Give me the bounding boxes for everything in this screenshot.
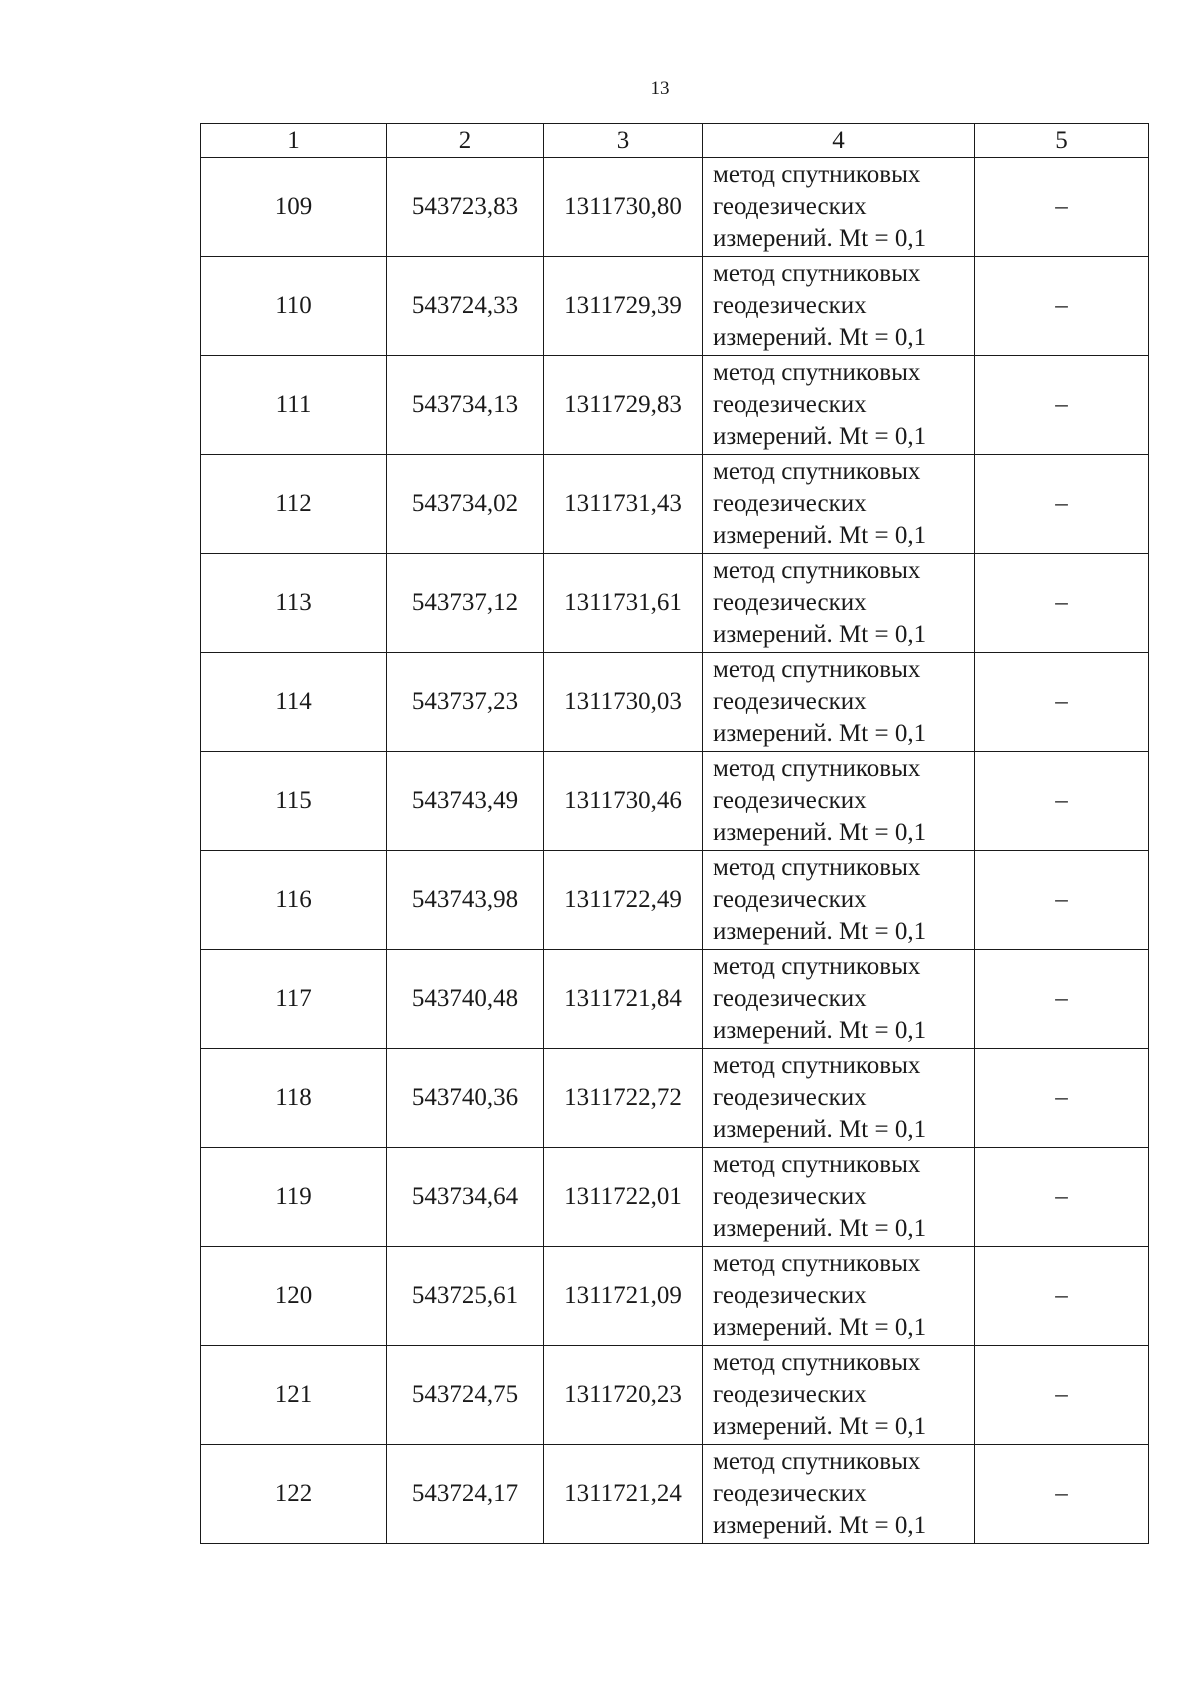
- x-coordinate-cell: 543737,12: [387, 554, 544, 653]
- method-text-line: геодезических: [713, 1183, 867, 1210]
- method-text-line: метод спутниковых: [713, 1250, 921, 1277]
- method-cell: [703, 851, 975, 950]
- point-number-cell: 110: [201, 257, 387, 356]
- method-text-line: измерений. Mt = 0,1: [713, 1314, 927, 1341]
- table-row: [201, 257, 1149, 356]
- method-cell: [703, 950, 975, 1049]
- method-cell: [703, 1445, 975, 1544]
- note-cell: –: [975, 1346, 1149, 1445]
- note-cell: –: [975, 1247, 1149, 1346]
- method-text-line: измерений. Mt = 0,1: [713, 324, 927, 351]
- method-text-line: геодезических: [713, 1084, 867, 1111]
- y-coordinate-cell: 1311730,80: [544, 158, 703, 257]
- method-text-line: метод спутниковых: [713, 1349, 921, 1376]
- x-coordinate-cell: 543740,36: [387, 1049, 544, 1148]
- point-number-cell: 116: [201, 851, 387, 950]
- method-text-line: измерений. Mt = 0,1: [713, 621, 927, 648]
- x-coordinate-cell: 543724,17: [387, 1445, 544, 1544]
- method-text-line: метод спутниковых: [713, 260, 921, 287]
- x-coordinate-cell: 543734,64: [387, 1148, 544, 1247]
- method-cell: [703, 1049, 975, 1148]
- table-row: [201, 1148, 1149, 1247]
- x-coordinate-cell: 543724,33: [387, 257, 544, 356]
- page-number: 13: [650, 78, 670, 99]
- method-text-line: геодезических: [713, 688, 867, 715]
- y-coordinate-cell: 1311729,83: [544, 356, 703, 455]
- method-text-line: измерений. Mt = 0,1: [713, 720, 927, 747]
- note-cell: –: [975, 1445, 1149, 1544]
- method-text-line: геодезических: [713, 391, 867, 418]
- y-coordinate-cell: 1311721,24: [544, 1445, 703, 1544]
- method-text-line: метод спутниковых: [713, 656, 921, 683]
- method-text-line: измерений. Mt = 0,1: [713, 1017, 927, 1044]
- table-row: [201, 356, 1149, 455]
- note-cell: –: [975, 158, 1149, 257]
- x-coordinate-cell: 543734,02: [387, 455, 544, 554]
- method-text-line: измерений. Mt = 0,1: [713, 522, 927, 549]
- coordinates-table: [200, 123, 1149, 1544]
- method-text-line: измерений. Mt = 0,1: [713, 819, 927, 846]
- y-coordinate-cell: 1311729,39: [544, 257, 703, 356]
- method-text-line: геодезических: [713, 193, 867, 220]
- method-text-line: метод спутниковых: [713, 161, 921, 188]
- method-text-line: геодезических: [713, 1282, 867, 1309]
- method-text-line: геодезических: [713, 490, 867, 517]
- x-coordinate-cell: 543737,23: [387, 653, 544, 752]
- column-header-5: 5: [975, 124, 1149, 158]
- method-text-line: геодезических: [713, 1480, 867, 1507]
- header-row: [201, 124, 1149, 158]
- point-number-cell: 115: [201, 752, 387, 851]
- method-cell: [703, 653, 975, 752]
- y-coordinate-cell: 1311722,49: [544, 851, 703, 950]
- method-text-line: измерений. Mt = 0,1: [713, 1512, 927, 1539]
- table-row: [201, 752, 1149, 851]
- method-text-line: геодезических: [713, 589, 867, 616]
- method-cell: [703, 1346, 975, 1445]
- column-header-3: 3: [544, 124, 703, 158]
- table-row: [201, 1346, 1149, 1445]
- table-row: [201, 653, 1149, 752]
- x-coordinate-cell: 543734,13: [387, 356, 544, 455]
- table-row: [201, 1247, 1149, 1346]
- note-cell: –: [975, 752, 1149, 851]
- method-text-line: метод спутниковых: [713, 1052, 921, 1079]
- note-cell: –: [975, 257, 1149, 356]
- method-text-line: измерений. Mt = 0,1: [713, 1215, 927, 1242]
- method-text-line: метод спутниковых: [713, 458, 921, 485]
- method-text-line: измерений. Mt = 0,1: [713, 1116, 927, 1143]
- table-row: [201, 851, 1149, 950]
- table-row: [201, 1445, 1149, 1544]
- point-number-cell: 113: [201, 554, 387, 653]
- method-text-line: метод спутниковых: [713, 854, 921, 881]
- x-coordinate-cell: 543740,48: [387, 950, 544, 1049]
- note-cell: –: [975, 1148, 1149, 1247]
- x-coordinate-cell: 543743,49: [387, 752, 544, 851]
- y-coordinate-cell: 1311720,23: [544, 1346, 703, 1445]
- note-cell: –: [975, 554, 1149, 653]
- method-text-line: метод спутниковых: [713, 1151, 921, 1178]
- x-coordinate-cell: 543724,75: [387, 1346, 544, 1445]
- y-coordinate-cell: 1311731,61: [544, 554, 703, 653]
- x-coordinate-cell: 543725,61: [387, 1247, 544, 1346]
- method-text-line: измерений. Mt = 0,1: [713, 1413, 927, 1440]
- column-header-2: 2: [387, 124, 544, 158]
- method-cell: [703, 752, 975, 851]
- method-text-line: метод спутниковых: [713, 755, 921, 782]
- table-row: [201, 950, 1149, 1049]
- method-text-line: геодезических: [713, 292, 867, 319]
- method-text-line: геодезических: [713, 985, 867, 1012]
- method-cell: [703, 455, 975, 554]
- method-text-line: измерений. Mt = 0,1: [713, 225, 927, 252]
- method-text-line: измерений. Mt = 0,1: [713, 918, 927, 945]
- method-text-line: метод спутниковых: [713, 359, 921, 386]
- column-header-1: 1: [201, 124, 387, 158]
- point-number-cell: 119: [201, 1148, 387, 1247]
- y-coordinate-cell: 1311721,09: [544, 1247, 703, 1346]
- note-cell: –: [975, 950, 1149, 1049]
- method-cell: [703, 1247, 975, 1346]
- point-number-cell: 118: [201, 1049, 387, 1148]
- x-coordinate-cell: 543723,83: [387, 158, 544, 257]
- point-number-cell: 122: [201, 1445, 387, 1544]
- note-cell: –: [975, 455, 1149, 554]
- table-row: [201, 1049, 1149, 1148]
- method-cell: [703, 158, 975, 257]
- table-row: [201, 554, 1149, 653]
- method-text-line: измерений. Mt = 0,1: [713, 423, 927, 450]
- column-header-4: 4: [703, 124, 975, 158]
- point-number-cell: 114: [201, 653, 387, 752]
- table-body: [201, 124, 1149, 1544]
- method-text-line: геодезических: [713, 886, 867, 913]
- method-text-line: геодезических: [713, 787, 867, 814]
- method-text-line: метод спутниковых: [713, 557, 921, 584]
- table-row: [201, 158, 1149, 257]
- point-number-cell: 121: [201, 1346, 387, 1445]
- method-text-line: метод спутниковых: [713, 953, 921, 980]
- method-text-line: геодезических: [713, 1381, 867, 1408]
- y-coordinate-cell: 1311722,01: [544, 1148, 703, 1247]
- point-number-cell: 120: [201, 1247, 387, 1346]
- note-cell: –: [975, 653, 1149, 752]
- method-cell: [703, 257, 975, 356]
- point-number-cell: 117: [201, 950, 387, 1049]
- note-cell: –: [975, 1049, 1149, 1148]
- point-number-cell: 109: [201, 158, 387, 257]
- y-coordinate-cell: 1311731,43: [544, 455, 703, 554]
- y-coordinate-cell: 1311730,03: [544, 653, 703, 752]
- y-coordinate-cell: 1311722,72: [544, 1049, 703, 1148]
- x-coordinate-cell: 543743,98: [387, 851, 544, 950]
- method-cell: [703, 356, 975, 455]
- y-coordinate-cell: 1311721,84: [544, 950, 703, 1049]
- method-cell: [703, 1148, 975, 1247]
- note-cell: –: [975, 356, 1149, 455]
- method-text-line: метод спутниковых: [713, 1448, 921, 1475]
- note-cell: –: [975, 851, 1149, 950]
- y-coordinate-cell: 1311730,46: [544, 752, 703, 851]
- method-cell: [703, 554, 975, 653]
- point-number-cell: 112: [201, 455, 387, 554]
- point-number-cell: 111: [201, 356, 387, 455]
- table-row: [201, 455, 1149, 554]
